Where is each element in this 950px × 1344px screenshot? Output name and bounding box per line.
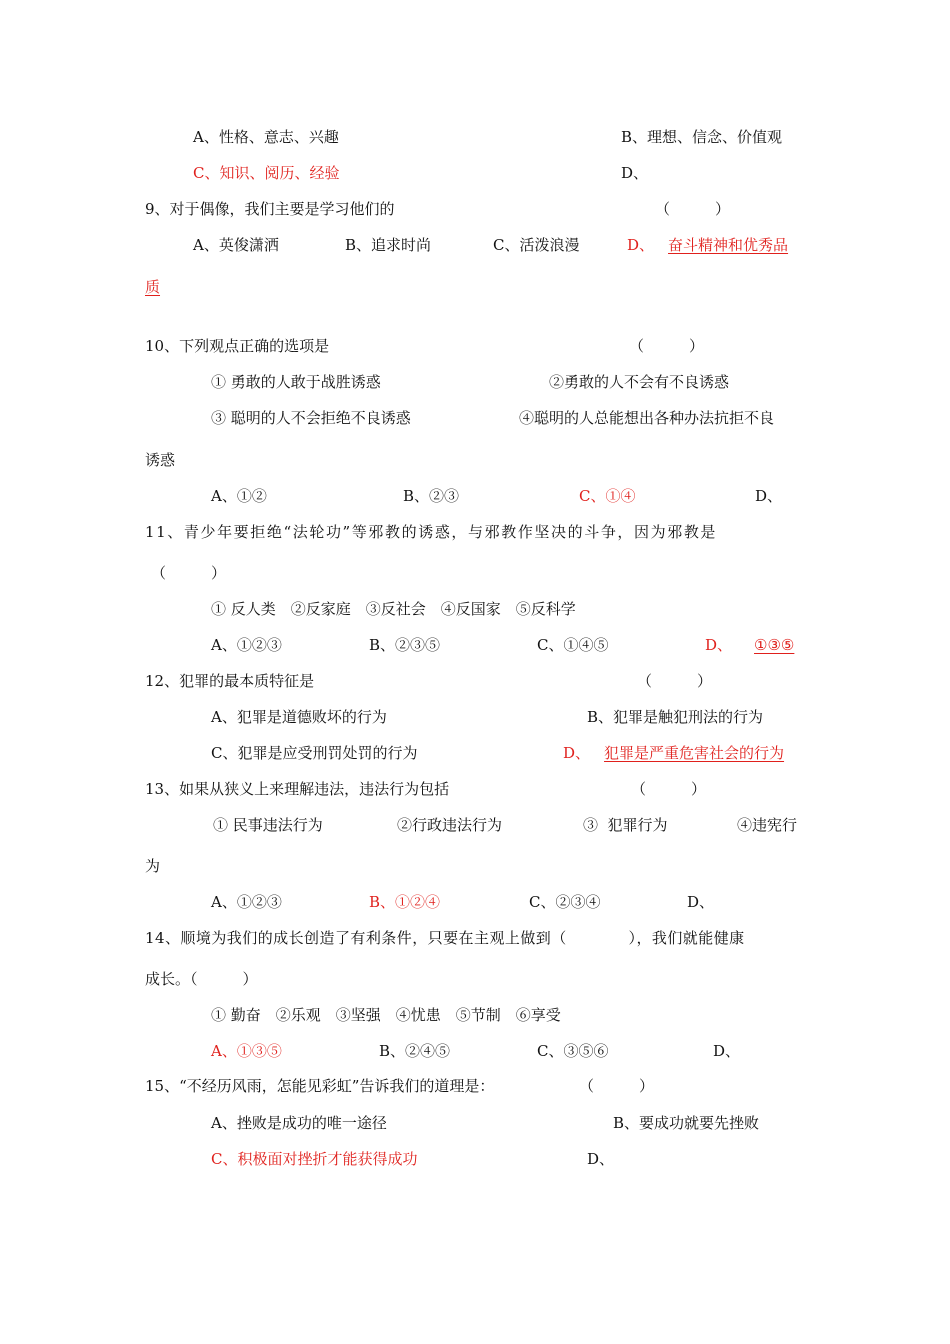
q13-paren: （ ） [631,780,707,798]
q10-stem: 10、下列观点正确的选项是 [145,337,330,355]
q13-option-c: C、②③④ [529,893,601,911]
q15-option-d: D、 [587,1150,615,1168]
q11-option-b: B、②③⑤ [369,636,441,654]
q13-statement-4: ④违宪行 [737,816,798,834]
q11-option-d-text: ①③⑤ [754,636,795,654]
q9-option-d-answer [627,235,788,255]
q14-stem-continuation: 成长。（ ） [145,970,258,988]
q13-option-b-answer: B、①②④ [369,893,441,911]
q8-option-a: A、性格、意志、兴趣 [193,128,339,146]
q10-option-a: A、①② [211,487,267,505]
q11-option-a: A、①②③ [211,636,282,654]
q14-stem: 14、顺境为我们的成长创造了有利条件，只要在主观上做到（ ），我们就能健康 [145,929,745,947]
q10-option-d: D、 [755,487,783,505]
q14-option-c: C、③⑤⑥ [537,1042,609,1060]
q12-stem: 12、犯罪的最本质特征是 [145,672,315,690]
q12-option-d-answer [563,743,784,763]
q15-paren: （ ） [579,1077,655,1095]
q14-statements: ① 勤奋 ②乐观 ③坚强 ④忧患 ⑤节制 ⑥享受 [211,1006,561,1024]
q11-paren: （ ） [151,564,227,582]
q10-statement-4-continuation: 诱惑 [145,451,176,469]
q8-option-b: B、理想、信念、价值观 [621,128,783,146]
q11-option-d-prefix: D、 [705,636,733,654]
q10-option-b: B、②③ [403,487,460,505]
q11-statements: ① 反人类 ②反家庭 ③反社会 ④反国家 ⑤反科学 [211,600,576,618]
q13-statement-1: ① 民事违法行为 [213,816,323,834]
q15-option-b: B、要成功就要先挫败 [613,1114,760,1132]
q14-option-b: B、②④⑤ [379,1042,451,1060]
q8-option-d: D、 [621,164,649,182]
q9-option-c: C、活泼浪漫 [493,236,580,254]
q14-option-a-answer: A、①③⑤ [211,1042,282,1060]
q13-stem: 13、如果从狭义上来理解违法，违法行为包括 [145,780,450,798]
q13-statement-4-continuation: 为 [145,857,161,875]
q12-paren: （ ） [637,672,713,690]
q9-stem: 9、对于偶像，我们主要是学习他们的 [145,200,395,218]
q13-statement-3: ③ 犯罪行为 [583,816,668,834]
q12-option-c: C、犯罪是应受刑罚处罚的行为 [211,744,418,762]
q11-stem: 11、青少年要拒绝“法轮功”等邪教的诱惑，与邪教作坚决的斗争，因为邪教是 [145,523,718,541]
q12-option-d-prefix: D、 [563,744,591,762]
q12-option-b: B、犯罪是触犯刑法的行为 [587,708,764,726]
q9-option-d-prefix: D、 [627,236,655,254]
q9-paren: （ ） [655,200,731,218]
q10-statement-2: ②勇敢的人不会有不良诱惑 [549,373,730,391]
q13-option-a: A、①②③ [211,893,282,911]
q10-statement-4: ④聪明的人总能想出各种办法抗拒不良 [519,409,775,427]
q15-option-a: A、挫败是成功的唯一途径 [211,1114,387,1132]
q11-option-c: C、①④⑤ [537,636,609,654]
q10-statement-1: ① 勇敢的人敢于战胜诱惑 [211,373,381,391]
q15-stem: 15、“不经历风雨，怎能见彩虹”告诉我们的道理是： [145,1077,495,1095]
q10-option-c-answer: C、①④ [579,487,636,505]
q11-option-d-answer [705,635,794,655]
q13-statement-2: ②行政违法行为 [397,816,503,834]
q9-option-b: B、追求时尚 [345,236,432,254]
q12-option-d-text: 犯罪是严重危害社会的行为 [604,744,785,762]
q9-option-a: A、英俊潇洒 [193,236,279,254]
q12-option-a: A、犯罪是道德败坏的行为 [211,708,387,726]
q13-option-d: D、 [687,893,715,911]
q15-option-c-answer: C、积极面对挫折才能获得成功 [211,1150,418,1168]
q8-option-c-answer: C、知识、阅历、经验 [193,164,340,182]
q9-option-d-text: 奋斗精神和优秀品 [668,236,789,254]
q9-option-d-continuation: 质 [145,278,161,296]
q14-option-d: D、 [713,1042,741,1060]
q10-statement-3: ③ 聪明的人不会拒绝不良诱惑 [211,409,411,427]
q10-paren: （ ） [629,337,705,355]
